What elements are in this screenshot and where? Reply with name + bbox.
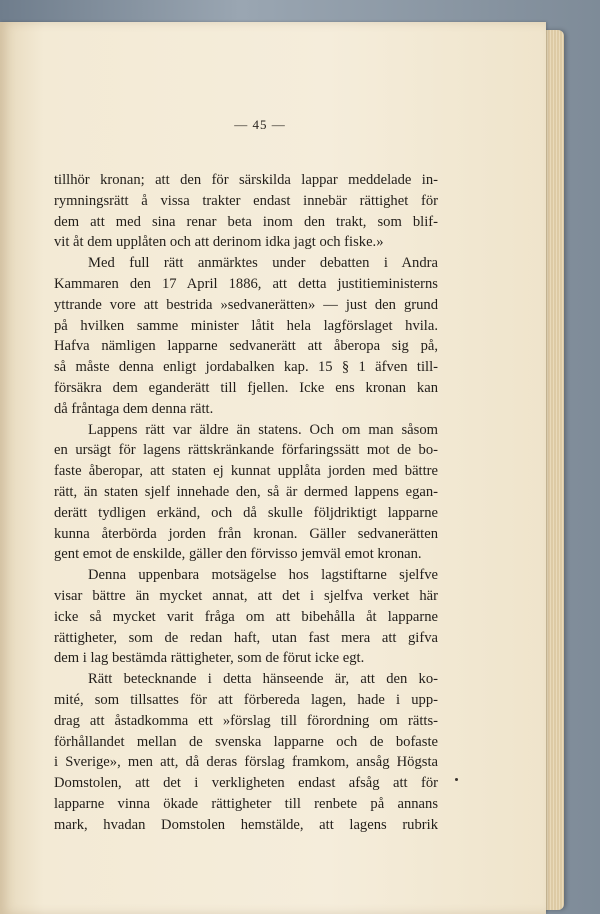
text-line: förhållandet mellan de svenska lapparne och de bofaste xyxy=(54,733,438,750)
text-line: Lappens rätt var äldre än statens. Och om man såsom xyxy=(88,421,438,438)
text-line: så måste denna enligt jordabalken kap. 15 § 1 äfven till- xyxy=(54,359,438,376)
text-line: Hafva nämligen lapparne sedvanerätt att åberopa sig på, xyxy=(54,338,438,355)
text-line: derätt tydligen erkänd, och då skulle följdriktigt lapparne xyxy=(54,504,438,521)
text-line: mité, som tillsattes för att förbereda lagen, hade i upp- xyxy=(54,691,438,708)
book-page xyxy=(0,22,546,914)
text-line: Domstolen, att det i verkligheten endast afsåg att för xyxy=(54,775,438,792)
text-line: Kammaren den 17 April 1886, att detta justitieministerns xyxy=(54,275,438,292)
text-line: tillhör kronan; att den för särskilda lappar meddelade in- xyxy=(54,172,438,188)
ink-speck xyxy=(455,778,458,781)
text-line: visar bättre än mycket annat, att det i sjelfva verket här xyxy=(54,587,438,604)
text-line: dem i lag bestämda rättigheter, som de förut icke egt. xyxy=(54,650,365,667)
text-line: rymningsrätt å vissa trakter endast innebär rättighet för xyxy=(54,192,438,209)
text-line: kunna återbörda jorden från kronan. Gäller sedvanerätten xyxy=(54,525,438,542)
page-number: — 45 — xyxy=(234,117,286,132)
text-line: gent emot de enskilde, gäller den förvisso jemväl emot kronan. xyxy=(54,546,422,563)
text-line: rätt, än staten sjelf innehade den, så är dermed lappens egan- xyxy=(54,483,438,500)
text-line: drag att åstadkomma ett »förslag till förordning om rätts- xyxy=(54,712,438,729)
text-line: mark, hvadan Domstolen hemstälde, att lagens rubrik xyxy=(54,816,438,833)
text-line: i Sverige», men att, då deras förslag framkom, ansåg Högsta xyxy=(54,754,438,771)
text-line: faste åberopar, att staten ej kunnat upplåta jorden med bättre xyxy=(54,463,438,480)
text-line: rättigheter, som de redan haft, utan fast mera att gifva xyxy=(54,629,438,646)
text-line: lapparne vinna ökade rättigheter till renbete på annans xyxy=(54,795,438,812)
text-line: då fråntaga dem denna rätt. xyxy=(54,400,214,417)
text-line: dem att med sina renar beta inom den trakt, som blif- xyxy=(54,213,438,230)
text-line: icke så mycket varit fråga om att bibehålla åt lapparne xyxy=(54,608,438,625)
text-line: en ursägt för lagens rättskränkande förfaringssätt mot de bo- xyxy=(54,442,438,459)
text-line: Denna uppenbara motsägelse hos lagstiftarne sjelfve xyxy=(88,567,438,584)
text-line: yttrande vore att bestrida »sedvanerätten» — just den grund xyxy=(54,296,438,313)
text-line: Med full rätt anmärktes under debatten i Andra xyxy=(88,255,438,272)
text-line: försäkra dem eganderätt till fjellen. Icke ens kronan kan xyxy=(54,379,438,396)
text-line: på hvilken samme minister låtit hela lagförslaget hvila. xyxy=(54,317,438,334)
body-text xyxy=(54,170,438,836)
text-line: vit åt dem upplåten och att derinom idka jagt och fiske.» xyxy=(54,234,384,251)
text-line: Rätt betecknande i detta hänseende är, att den ko- xyxy=(88,671,438,688)
